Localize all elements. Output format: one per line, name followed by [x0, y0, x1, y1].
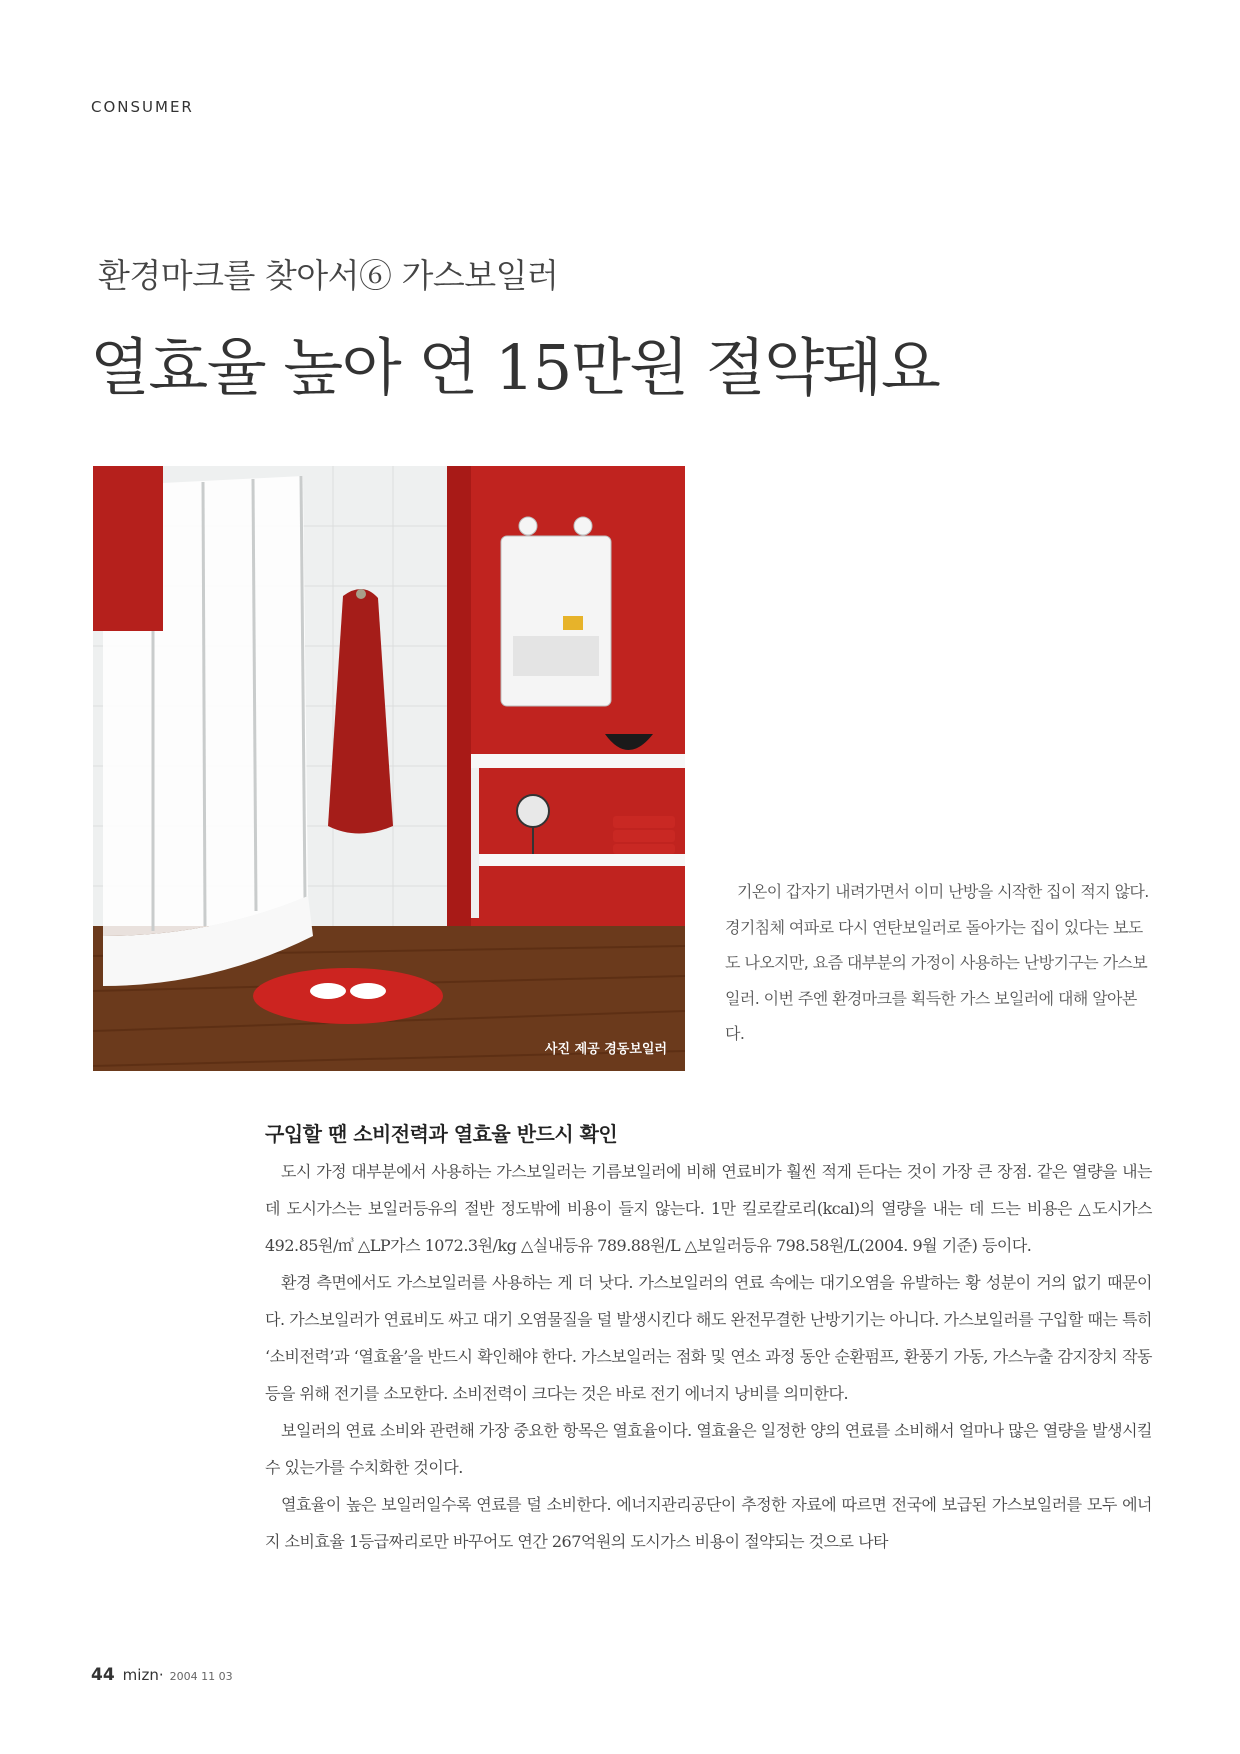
page-number: 44: [91, 1665, 115, 1685]
issue-date: 2004 11 03: [169, 1670, 233, 1683]
body-paragraph: 도시 가정 대부분에서 사용하는 가스보일러는 기름보일러에 비해 연료비가 훨씬 적게 든다는 것이 가장 큰 장점. 같은 열량을 내는 데 도시가스는 보일러등유의 절반 정도밖에 비용이 들지 않는다. 1만 킬로칼로리(kcal)의 열량을 내는 데 드는 비용은 △도시가스 492.85원/㎥ △LP가스 1072.3원/kg △실내등유 789.88원/L △보일러등유 798.58원/L(2004. 9월 기준) 등이다.: [265, 1162, 1152, 1255]
section-subhead: 구입할 땐 소비전력과 열효율 반드시 확인: [265, 1122, 618, 1146]
article-photo: [93, 466, 685, 1071]
photo-credit: 사진 제공 경동보일러: [544, 1042, 667, 1057]
body-paragraph: 환경 측면에서도 가스보일러를 사용하는 게 더 낫다. 가스보일러의 연료 속에는 대기오염을 유발하는 황 성분이 거의 없기 때문이다. 가스보일러가 연료비도 싸고 대기 오염물질을 덜 발생시킨다 해도 완전무결한 난방기기는 아니다. 가스보일러를 구입할 때는 특히 ‘소비전력’과 ‘열효율’을 반드시 확인해야 한다. 가스보일러는 점화 및 연소 과정 동안 순환펌프, 환풍기 가동, 가스누출 감지장치 작동 등을 위해 전기를 소모한다. 소비전력이 크다는 것은 바로 전기 에너지 낭비를 의미한다.: [265, 1273, 1152, 1403]
body-paragraph: 열효율이 높은 보일러일수록 연료를 덜 소비한다. 에너지관리공단이 추정한 자료에 따르면 전국에 보급된 가스보일러를 모두 에너지 소비효율 1등급짜리로만 바꾸어도 연간 267억원의 도시가스 비용이 절약되는 것으로 나타: [265, 1495, 1152, 1551]
lead-paragraph: 기온이 갑자기 내려가면서 이미 난방을 시작한 집이 적지 않다. 경기침체 여파로 다시 연탄보일러로 돌아가는 집이 있다는 보도도 나오지만, 요즘 대부분의 가정이 사용하는 난방기구는 가스보일러. 이번 주엔 환경마크를 획득한 가스 보일러에 대해 알아본다.: [725, 882, 1149, 1043]
magazine-name: mizn·: [122, 1666, 164, 1684]
page-footer: [91, 1665, 233, 1685]
bathroom-photo-illustration: [93, 466, 685, 1071]
body-paragraph: 보일러의 연료 소비와 관련해 가장 중요한 항목은 열효율이다. 열효율은 일정한 양의 연료를 소비해서 얼마나 많은 열량을 발생시킬 수 있는가를 수치화한 것이다.: [265, 1421, 1152, 1477]
article-headline: 열효율 높아 연 15만원 절약돼요: [90, 331, 940, 404]
section-label: CONSUMER: [91, 98, 194, 116]
article-body: [265, 1118, 1152, 1560]
series-title: 환경마크를 찾아서⑥ 가스보일러: [98, 256, 559, 295]
